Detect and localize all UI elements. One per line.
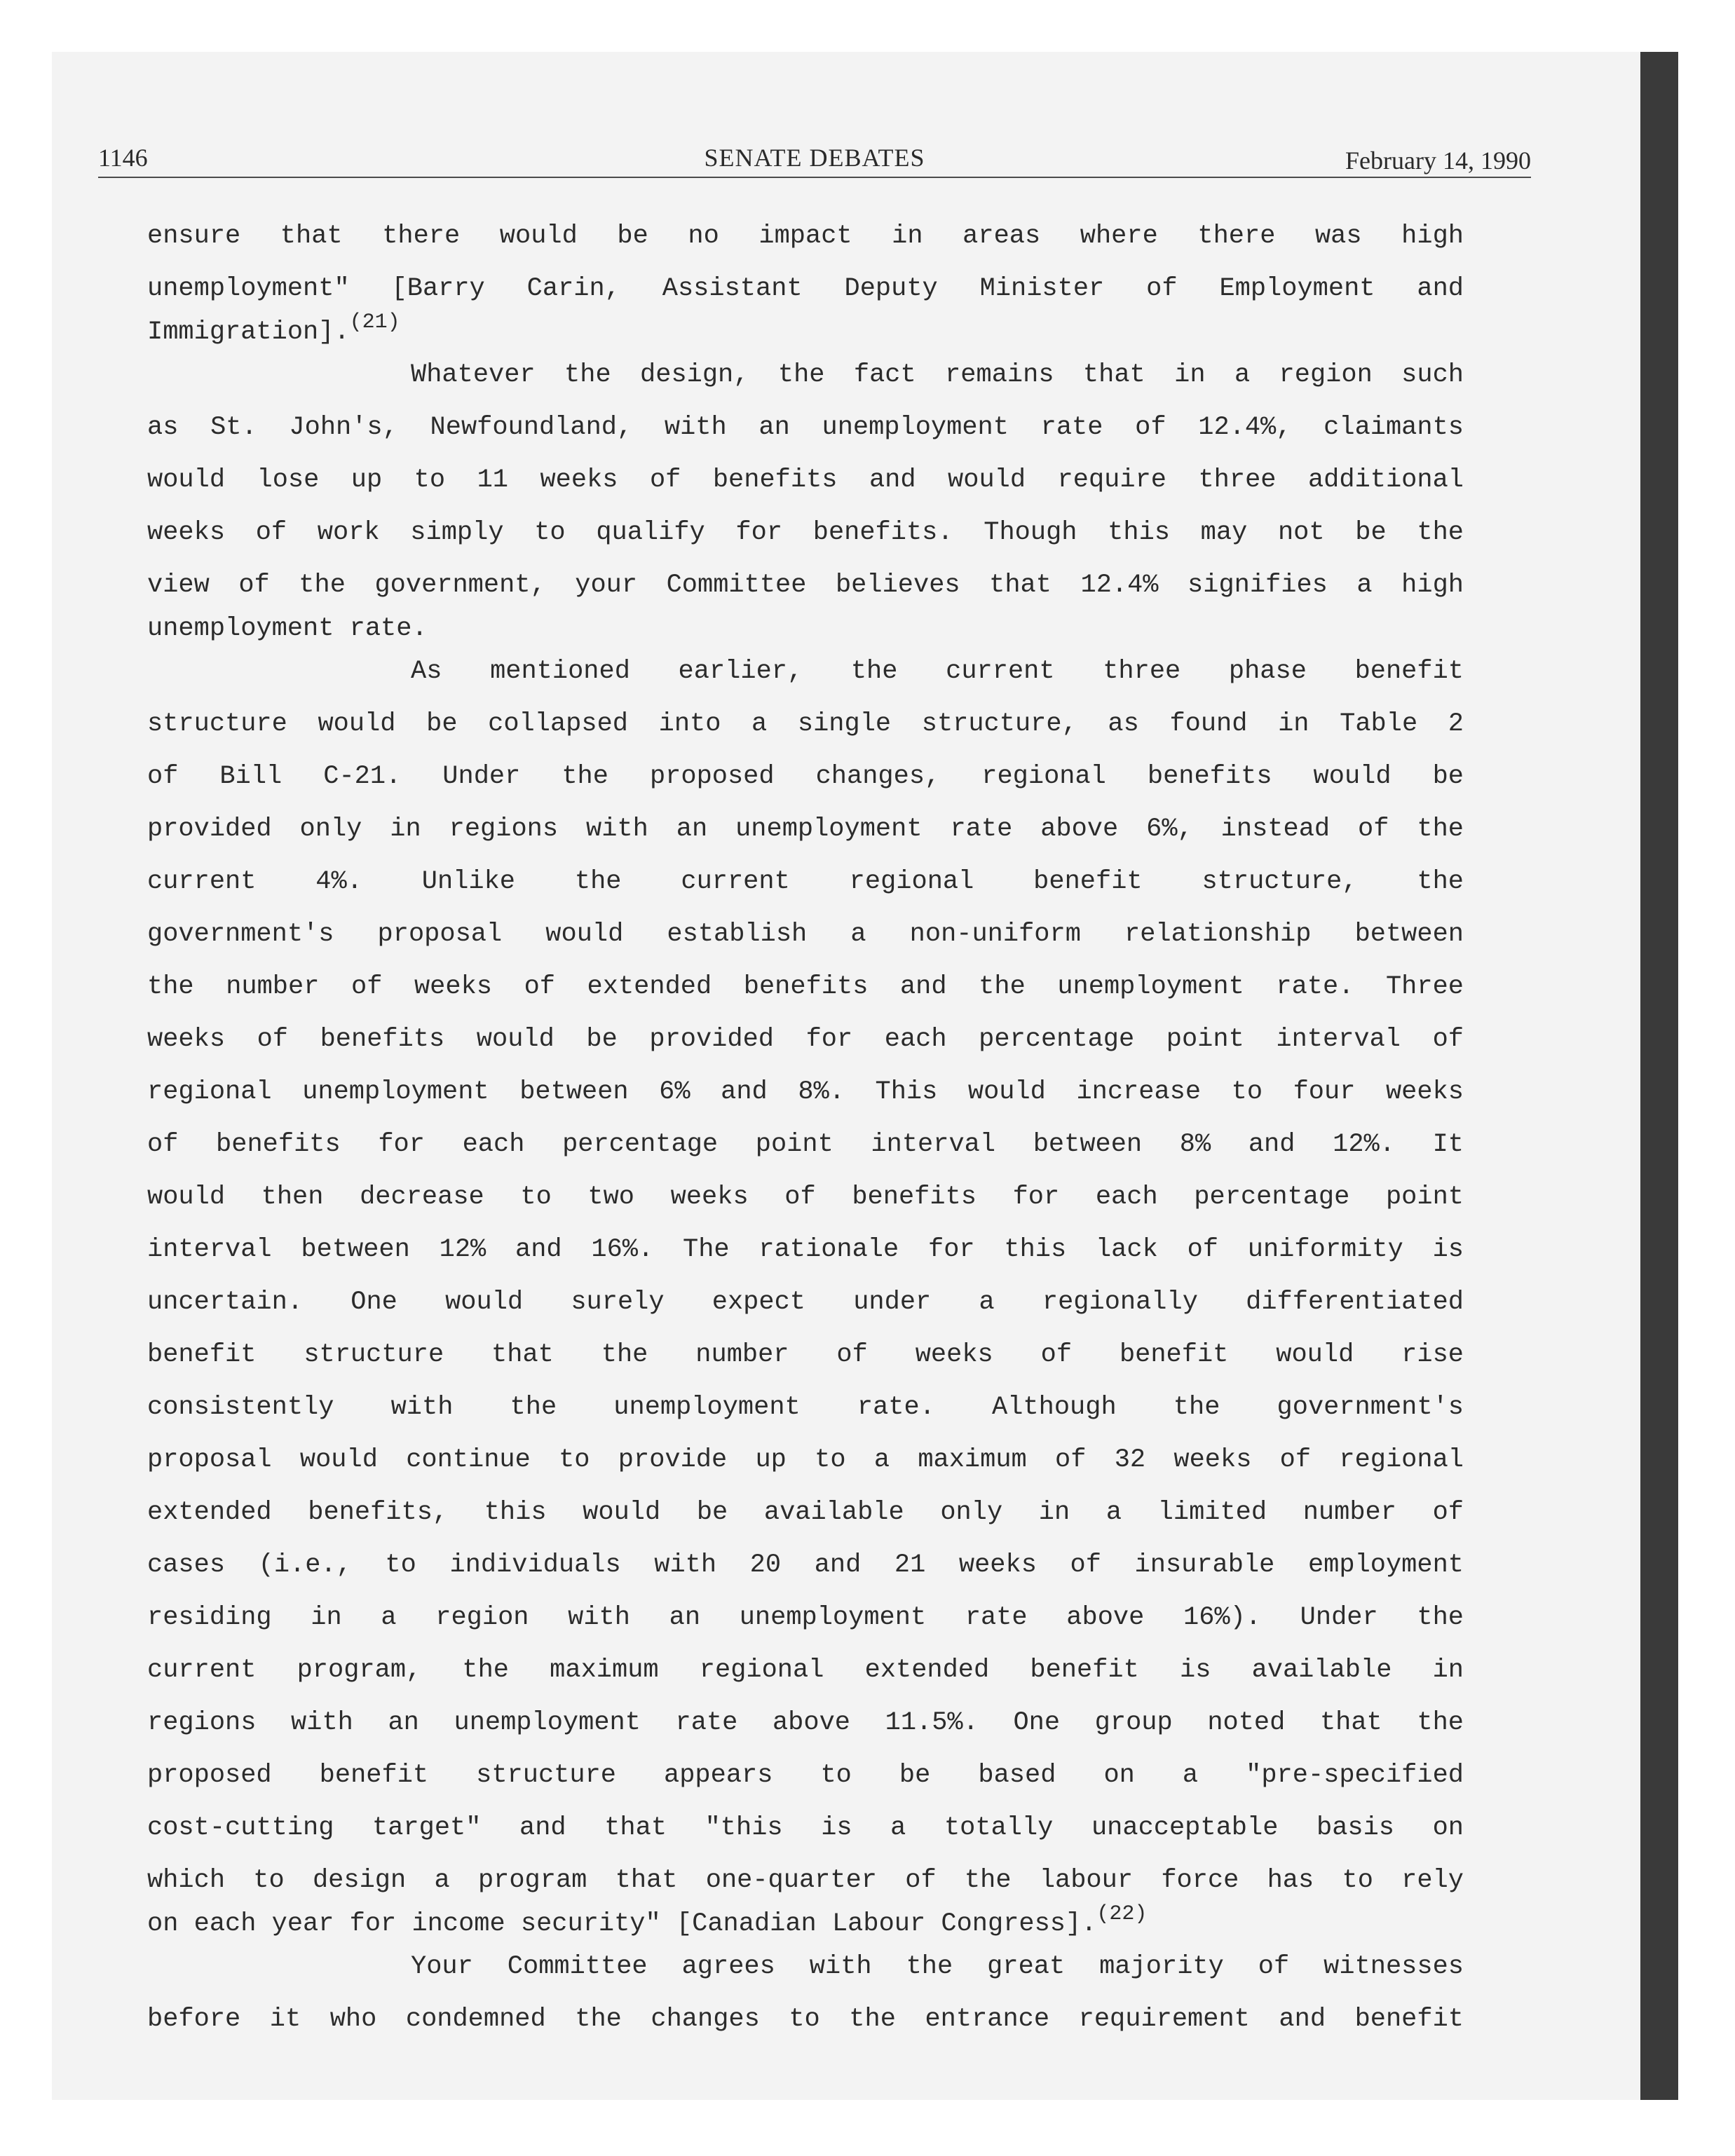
text-line: regions with an unemployment rate above 11.5%. One group noted that the (147, 1708, 1464, 1738)
text-line: government's proposal would establish a non-uniform relationship between (147, 920, 1464, 949)
text-line: which to design a program that one-quarter of the labour force has to rely (147, 1866, 1464, 1895)
text-line: As mentioned earlier, the current three phase benefit (411, 657, 1464, 686)
text-line: unemployment rate. (147, 614, 428, 643)
text-line: current program, the maximum regional extended benefit is available in (147, 1656, 1464, 1685)
text-line: extended benefits, this would be available only in a limited number of (147, 1498, 1464, 1527)
footnote-ref-22: (22) (1096, 1902, 1148, 1926)
text-line (147, 1902, 1464, 1941)
text-line: would lose up to 11 weeks of benefits and would require three additional (147, 465, 1464, 495)
text-line: cost-cutting target" and that "this is a totally unacceptable basis on (147, 1813, 1464, 1843)
text-line: weeks of work simply to qualify for benefits. Though this may not be the (147, 518, 1464, 547)
text-line (147, 311, 1464, 349)
text-line: benefit structure that the number of weeks of benefit would rise (147, 1340, 1464, 1370)
text-line: unemployment" [Barry Carin, Assistant Deputy Minister of Employment and (147, 274, 1464, 303)
text-line: current 4%. Unlike the current regional benefit structure, the (147, 867, 1464, 896)
text-line: proposed benefit structure appears to be based on a "pre-specified (147, 1761, 1464, 1790)
text-line: weeks of benefits would be provided for each percentage point interval of (147, 1025, 1464, 1054)
text-line: interval between 12% and 16%. The rationale for this lack of uniformity is (147, 1235, 1464, 1264)
journal-title: SENATE DEBATES (704, 144, 925, 172)
text-line: structure would be collapsed into a single structure, as found in Table 2 (147, 709, 1464, 739)
page-header (98, 143, 1531, 179)
text-line: Your Committee agrees with the great majority of witnesses (411, 1952, 1464, 1981)
scan-edge-bar (1640, 52, 1678, 2100)
text-line: consistently with the unemployment rate. Although the government's (147, 1393, 1464, 1422)
text-line: proposal would continue to provide up to a maximum of 32 weeks of regional (147, 1445, 1464, 1475)
text-line-content: on each year for income security" [Canadian Labour Congress]. (147, 1909, 1097, 1939)
text-line: residing in a region with an unemployment rate above 16%). Under the (147, 1603, 1464, 1632)
text-line: would then decrease to two weeks of benefits for each percentage point (147, 1182, 1464, 1212)
page-number: 1146 (98, 144, 148, 172)
issue-date: February 14, 1990 (1345, 146, 1531, 175)
header-rule (98, 177, 1531, 178)
text-line: the number of weeks of extended benefits and the unemployment rate. Three (147, 972, 1464, 1002)
text-line: Whatever the design, the fact remains that in a region such (411, 360, 1464, 390)
text-line: as St. John's, Newfoundland, with an unemployment rate of 12.4%, claimants (147, 413, 1464, 442)
text-line: regional unemployment between 6% and 8%. This would increase to four weeks (147, 1077, 1464, 1107)
text-line: of Bill C-21. Under the proposed changes, regional benefits would be (147, 762, 1464, 791)
text-line: uncertain. One would surely expect under a regionally differentiated (147, 1288, 1464, 1317)
text-line: cases (i.e., to individuals with 20 and 21 weeks of insurable employment (147, 1550, 1464, 1580)
text-line: ensure that there would be no impact in areas where there was high (147, 221, 1464, 251)
text-line-content: Immigration]. (147, 318, 350, 347)
text-line: before it who condemned the changes to the entrance requirement and benefit (147, 2005, 1464, 2034)
text-line: provided only in regions with an unemployment rate above 6%, instead of the (147, 814, 1464, 844)
footnote-ref-21: (21) (349, 311, 400, 334)
body-text (147, 210, 1464, 2046)
text-line: of benefits for each percentage point interval between 8% and 12%. It (147, 1130, 1464, 1159)
text-line: view of the government, your Committee believes that 12.4% signifies a high (147, 571, 1464, 600)
